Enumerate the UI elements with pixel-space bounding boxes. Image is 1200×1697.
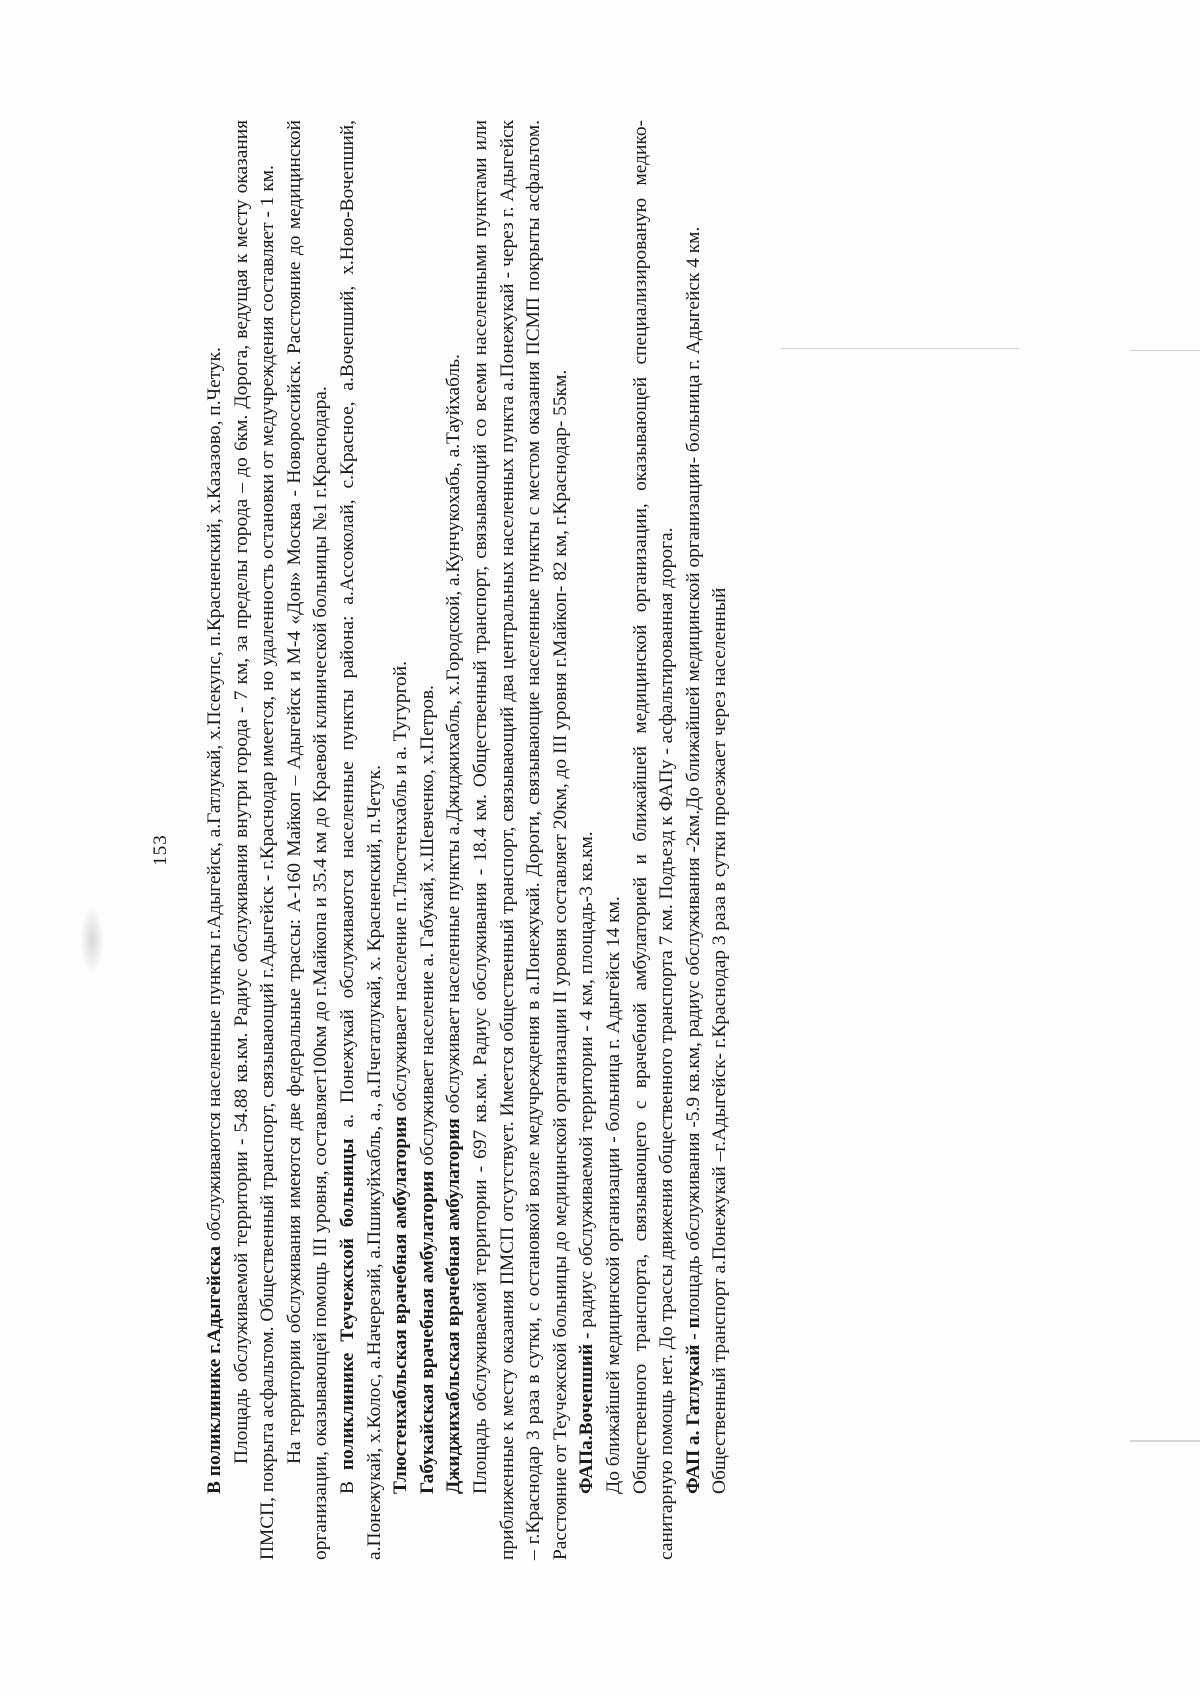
paragraph-text: В: [336, 1470, 358, 1494]
paragraph-dzhidzhikhabl-ambulatory: [441, 120, 468, 1560]
paragraph-highways: [282, 120, 335, 1560]
paragraph-transport-gatlukay: [707, 120, 734, 1560]
paragraph-area-district: [468, 120, 574, 1560]
paragraph-text: обслуживает население а. Габукай, х.Шевченко, х.Петров.: [416, 685, 438, 1171]
paragraph-text: Площадь обслуживаемой территории - 697 кв.км. Радиус обслуживания - 18.4 км. Общественный транспорт, связывающий со всеми населенными пунктами или приближенные к месту оказания ПМСП отсутствует. Имеется общественный транспорт, связывающий два центральных населенных пункта а.Понежукай - через г. Адыгейск – г.Краснодар 3 раза в сутки, с остановкой возле медучреждения в а.Понежукай. Дороги, связывающие населенные пункты с местом оказания ПСМП покрыты асфальтом. Расстояние от Теучежской больницы до медицинской организации II уровня составляет 20км, до III уровня г.Майкоп- 82 км, г.Краснодар- 55км.: [469, 120, 571, 1560]
paragraph-area-adygeysk: [229, 120, 282, 1560]
bold-text: ФАПа.Вочепший -: [576, 1332, 598, 1494]
bold-text: В поликлинике г.Адыгейска: [204, 1245, 225, 1494]
paragraph-fap-vochepshiy: [574, 120, 601, 1560]
bold-text: поликлинике Теучежской больницы: [336, 1138, 358, 1471]
paragraph-text: Площадь обслуживаемой территории - 54.88 кв.км. Радиус обслуживания внутри города - 7 км, за пределы города – до 6км. Дорога, ведущая к месту оказания ПМСП, покрыта асфальтом. Общественный транспорт, связывающий г.Адыгейск - г.Краснодар имеется, но удаленность остановки от медучреждения составляет - 1 км.: [230, 120, 279, 1560]
bold-text: Джиджихабльская врачебная амбулатория: [443, 1118, 465, 1494]
paragraph-text: а. Понежукай обслуживаются населенные пункты района: а.Ассоколай, с.Красное, а.Вочепший, х.Ново-Вочепший, а.Понежукай, х.Колос, а.Начерезий, а.Пшикуйхабль, а., а.Пчегатлукай, х. Красненский, п.Четук.: [336, 119, 385, 1560]
paragraph-text: До ближайшей медицинской организации - больница г. Адыгейск 14 км.: [602, 896, 624, 1494]
paragraph-text: Общественный транспорт а.Понежукай –г.Адыгейск- г.Краснодар 3 раза в сутки проезжает через населенный: [709, 587, 731, 1494]
paragraph-nearest-organization: [601, 120, 628, 1560]
paragraph-text: На территории обслуживания имеются две федеральные трассы: А-160 Майкоп – Адыгейск и М-4 «Дон» Москва - Новороссийск. Расстояние до медицинской организации, оказывающей помощь III уровня, составляет100км до г.Майкопа и 35.4 км до Краевой клинической больницы №1 г.Краснодара.: [283, 120, 332, 1560]
paragraph-text: обслуживает населенные пункты а.Джиджихабль, х.Городской, а.Кунчукохабь, а.Тауйхабль.: [443, 354, 465, 1119]
paragraph-polyclinic-adygeysk: [202, 120, 229, 1560]
paragraph-text: лощадь обслуживания -5.9 кв.км, радиус обслуживания -2км.До ближайшей медицинской организации- больница г. Адыгейск 4 км.: [682, 226, 704, 1318]
document-body: [202, 120, 734, 1560]
paragraph-teuchezh-polyclinic: [335, 120, 388, 1560]
bold-text: ФАП а. Гатлукай - п: [682, 1317, 704, 1494]
scan-artifact-line: [1130, 1440, 1200, 1442]
paragraph-tlyustenkhabl-ambulatory: [388, 120, 415, 1560]
scan-smudge: [80, 905, 104, 975]
bold-text: Габукайская врачебная амбулатория: [416, 1170, 438, 1494]
rotated-page-content: [150, 110, 1050, 1590]
paragraph-fap-gatlukay: [681, 120, 708, 1560]
scan-artifact-line: [1130, 350, 1200, 351]
paragraph-text: радиус обслуживаемой территории - 4 км, площадь-3 кв.км.: [576, 831, 598, 1333]
paragraph-text: обслуживаются населенные пункты г.Адыгейск, а.Гатлукай, х.Псекупс, п.Красненский, х.Казазово, п.Четук.: [204, 347, 225, 1246]
paragraph-text: обслуживает население п.Тлюстенхабль и а. Тугургой.: [390, 661, 412, 1117]
paragraph-public-transport: [628, 120, 681, 1560]
paragraph-text: Общественного транспорта, связывающего с врачебной амбулаторией и ближайшей медицинской организации, оказывающей специализированую медико-санитарную помощь нет. До трассы движения общественного транспорта 7 км. Подъезд к ФАПу - асфальтированная дорога.: [629, 120, 678, 1560]
paragraph-gabukay-ambulatory: [415, 120, 442, 1560]
bold-text: Тлюстенхабльская врачебная амбулатория: [390, 1116, 412, 1494]
page-number: 153: [150, 834, 171, 866]
